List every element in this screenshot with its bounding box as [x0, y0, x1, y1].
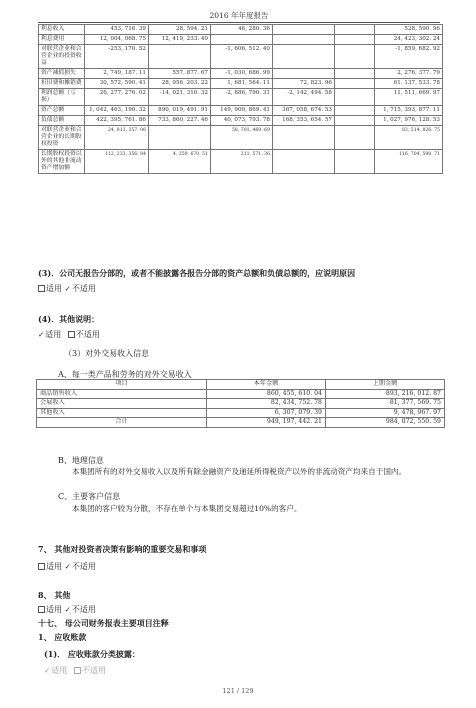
- section-3-heading: (3)．公司无报告分部的，或者不能披露各报告分部的资产总额和负债总额的，应说明原因: [38, 268, 356, 278]
- external-revenue-heading: （3）对外交易收入信息: [64, 349, 150, 358]
- segment-cell: [335, 150, 375, 174]
- segment-cell: [149, 126, 211, 150]
- segment-cell: 26, 277, 276. 02: [85, 89, 149, 106]
- segment-table-row: [39, 25, 443, 35]
- revenue-total-item: 合计: [37, 418, 207, 428]
- header-rule: [38, 22, 440, 23]
- option-label-not-applicable: 不适用: [71, 605, 96, 614]
- segment-cell: 1, 027, 976, 128. 53: [375, 116, 443, 126]
- option-label-not-applicable: 不适用: [81, 666, 106, 675]
- segment-cell: [273, 45, 335, 69]
- revenue-row: [37, 389, 445, 399]
- segment-cell: [149, 45, 211, 69]
- segment-cell: [335, 89, 375, 106]
- chapter-17-heading: 十七、 母公司财务报表主要项目注释: [38, 618, 169, 628]
- segment-cell: [335, 79, 375, 89]
- segment-cell: 2, 276, 377. 79: [375, 69, 443, 79]
- segment-row-label: 利息费用: [39, 35, 85, 45]
- segment-table-row: [39, 126, 443, 150]
- item-1-heading: 1、 应收账款: [38, 632, 87, 642]
- segment-cell: [211, 35, 273, 45]
- segment-row-label: 资产减值损失: [39, 69, 85, 79]
- segment-cell: [273, 35, 335, 45]
- segment-cell: 61, 137, 533. 78: [375, 79, 443, 89]
- segment-cell: 4, 259, 670. 51: [149, 150, 211, 174]
- checkbox-applicable[interactable]: [38, 285, 45, 292]
- segment-cell: 112, 233, 356. 84: [85, 150, 149, 174]
- segment-cell: 30, 572, 590. 41: [85, 79, 149, 89]
- segment-cell: 367, 058, 674. 53: [273, 106, 335, 116]
- segment-cell: 12, 004, 068. 75: [85, 35, 149, 45]
- segment-table-row: [39, 45, 443, 69]
- segment-cell: [335, 126, 375, 150]
- segment-cell: 1, 681, 564. 11: [211, 79, 273, 89]
- item-1-1-heading: (1)． 应收账款分类披露：: [44, 649, 140, 659]
- checkbox-applicable[interactable]: [38, 563, 45, 570]
- segment-cell: 733, 860, 227. 46: [149, 116, 211, 126]
- segment-cell: 2, 749, 187. 11: [85, 69, 149, 79]
- revenue-row: [37, 408, 445, 418]
- segment-cell: [335, 106, 375, 116]
- segment-cell: 58, 701, 469. 69: [211, 126, 273, 150]
- segment-cell: 1, 042, 463, 190. 32: [85, 106, 149, 116]
- option-label-applicable: 适用: [46, 605, 62, 614]
- segment-table-row: [39, 79, 443, 89]
- segment-cell: [273, 69, 335, 79]
- revenue-header-cell: 项目: [37, 380, 207, 390]
- segment-cell: [273, 126, 335, 150]
- segment-cell: 211, 571. 36: [211, 150, 273, 174]
- segment-cell: 40, 073, 793. 78: [211, 116, 273, 126]
- revenue-header-cell: 本年金额: [207, 380, 326, 390]
- segment-table-row: [39, 89, 443, 106]
- customer-heading: C、主要客户信息: [58, 492, 121, 501]
- page-number: 121 / 129: [222, 687, 254, 695]
- option-label-applicable: 适用: [46, 562, 62, 571]
- section-7-options: [38, 561, 96, 572]
- segment-cell: -2, 886, 790. 31: [211, 89, 273, 106]
- option-label-applicable: 适用: [45, 330, 62, 339]
- checkmark-icon: ✓: [64, 562, 71, 571]
- segment-cell: [335, 35, 375, 45]
- revenue-table: [36, 379, 445, 428]
- segment-cell: 1, 715, 393, 877. 11: [375, 106, 443, 116]
- geo-text: 本集团所有的对外交易收入以及所有除金融资产及递延所得税资产以外的非流动资产均来自于国内。: [72, 467, 407, 476]
- checkmark-icon: ✓: [44, 666, 51, 675]
- revenue-header-cell: 上期金额: [326, 380, 445, 390]
- segment-table-row: [39, 35, 443, 45]
- checkmark-icon: ✓: [64, 605, 71, 614]
- segment-row-label: 利润总额（亏损）: [39, 89, 85, 106]
- segment-cell: [335, 116, 375, 126]
- segment-cell: 12, 419, 233. 49: [149, 35, 211, 45]
- revenue-total-prior: 984, 072, 550. 59: [326, 418, 445, 428]
- segment-row-label: 利息收入: [39, 25, 85, 35]
- segment-cell: -2, 142, 494. 58: [273, 89, 335, 106]
- revenue-cell-current: 860, 455, 610. 04: [207, 389, 326, 399]
- revenue-cell-prior: 893, 216, 012. 87: [326, 389, 445, 399]
- segment-table-row: [39, 69, 443, 79]
- revenue-header-row: [37, 380, 445, 390]
- item-1-1-options: [44, 665, 106, 676]
- subsection-a-heading: A、每一类产品和劳务的对外交易收入: [58, 370, 192, 379]
- section-8-options: [38, 604, 96, 615]
- segment-cell: [273, 25, 335, 35]
- segment-cell: [335, 25, 375, 35]
- segment-table-row: [39, 106, 443, 116]
- revenue-cell-prior: 9, 478, 967. 97: [326, 408, 445, 418]
- revenue-cell-item: 其他收入: [37, 408, 207, 418]
- section-7-heading: 7、 其他对投资者决策有影响的重要交易和事项: [38, 544, 207, 554]
- segment-cell: -1, 859, 682. 92: [375, 45, 443, 69]
- segment-row-label: 对联营企业和合营企业的长期股权投资: [39, 126, 85, 150]
- geo-heading: B、地理信息: [58, 456, 104, 465]
- segment-cell: 168, 353, 654. 57: [273, 116, 335, 126]
- section-8-heading: 8、 其他: [38, 590, 71, 600]
- revenue-total-current: 949, 197, 442. 21: [207, 418, 326, 428]
- segment-cell: -1, 030, 686. 99: [211, 69, 273, 79]
- checkbox-not-applicable[interactable]: [74, 667, 81, 674]
- segment-cell: 72, 823. 96: [273, 79, 335, 89]
- revenue-total-row: [37, 418, 445, 428]
- segment-row-label: 对联营企业和合营企业的投资收益: [39, 45, 85, 69]
- segment-cell: [335, 69, 375, 79]
- option-label-not-applicable: 不适用: [71, 284, 96, 293]
- segment-row-label: 资产总额: [39, 106, 85, 116]
- segment-table: [38, 24, 443, 174]
- revenue-table-body: [37, 380, 445, 428]
- option-label-applicable: 适用: [51, 666, 68, 675]
- section-4-heading: (4)．其他说明：: [38, 314, 100, 324]
- segment-cell: 422, 395, 761. 86: [85, 116, 149, 126]
- checkmark-icon: ✓: [38, 330, 45, 339]
- segment-row-label: 长期股权投资以外的其他非流动资产增加额: [39, 150, 85, 174]
- segment-row-label: 负债总额: [39, 116, 85, 126]
- segment-table-row: [39, 116, 443, 126]
- segment-cell: -1, 606, 512. 40: [211, 45, 273, 69]
- checkbox-not-applicable[interactable]: [68, 331, 75, 338]
- revenue-cell-prior: 81, 377, 569. 75: [326, 399, 445, 409]
- revenue-cell-item: 会展收入: [37, 399, 207, 409]
- option-label-not-applicable: 不适用: [71, 562, 96, 571]
- segment-cell: 28, 594. 21: [149, 25, 211, 35]
- segment-cell: 11, 511, 669. 97: [375, 89, 443, 106]
- segment-cell: 24, 813, 357. 06: [85, 126, 149, 150]
- customer-text: 本集团的客户较为分散，不存在单个与本集团交易超过10%的客户。: [72, 504, 302, 513]
- checkmark-icon: ✓: [64, 284, 71, 293]
- segment-cell: 83, 514, 826. 75: [375, 126, 443, 150]
- segment-table-row: [39, 150, 443, 174]
- revenue-cell-current: 6, 307, 079. 39: [207, 408, 326, 418]
- revenue-cell-item: 商品销售收入: [37, 389, 207, 399]
- segment-cell: 453, 716. 39: [85, 25, 149, 35]
- segment-cell: [273, 150, 335, 174]
- segment-cell: 24, 423, 302. 24: [375, 35, 443, 45]
- revenue-row: [37, 399, 445, 409]
- option-label-applicable: 适用: [46, 284, 62, 293]
- segment-cell: -14, 021, 310. 32: [149, 89, 211, 106]
- segment-cell: 116, 704, 598. 71: [375, 150, 443, 174]
- section-3-options: [38, 283, 96, 294]
- segment-cell: 528, 590. 96: [375, 25, 443, 35]
- checkbox-applicable[interactable]: [38, 606, 45, 613]
- segment-cell: 557, 877. 67: [149, 69, 211, 79]
- revenue-cell-current: 82, 434, 752. 78: [207, 399, 326, 409]
- page-header: 2016 年年度报告: [209, 11, 269, 20]
- segment-cell: 46, 280. 36: [211, 25, 273, 35]
- section-4-options: [38, 329, 100, 340]
- segment-cell: 890, 019, 491. 91: [149, 106, 211, 116]
- segment-cell: 28, 956, 203. 22: [149, 79, 211, 89]
- segment-table-body: [39, 25, 443, 174]
- segment-row-label: 折旧费和摊销费: [39, 79, 85, 89]
- option-label-not-applicable: 不适用: [75, 330, 100, 339]
- segment-cell: [335, 45, 375, 69]
- segment-cell: 149, 909, 869. 41: [211, 106, 273, 116]
- segment-cell: -253, 170. 52: [85, 45, 149, 69]
